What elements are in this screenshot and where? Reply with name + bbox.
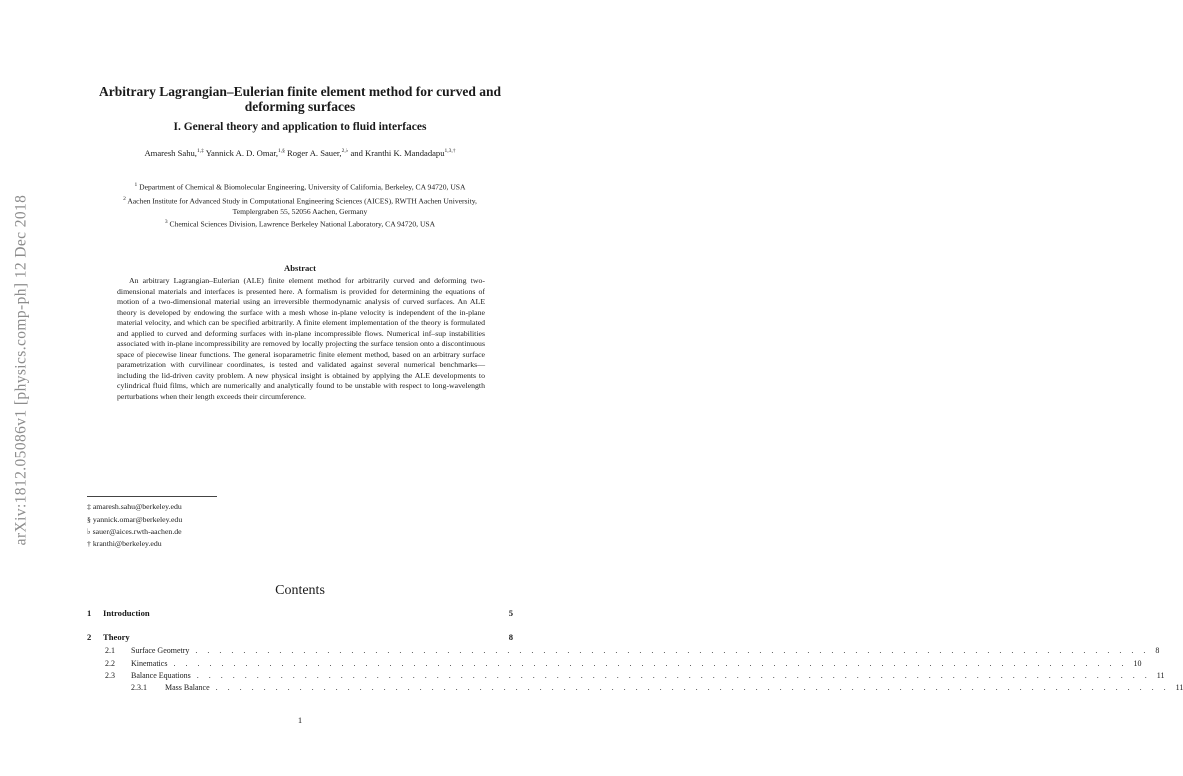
contents-heading: Contents [275,583,325,598]
footnote-email[interactable]: ♭ sauer@aices.rwth-aachen.de [87,527,182,536]
author-name: Roger A. Sauer, [287,148,342,158]
toc-entry-page: 11 [1175,683,1183,692]
affiliation [100,194,500,217]
toc-entry[interactable] [87,659,1142,668]
author-affiliation-marks: 1,‡ [196,148,204,155]
toc-entry-title: Balance Equations [131,671,191,680]
paper-title: Arbitrary Lagrangian–Eulerian finite element method for curved and deforming surfaces [98,84,502,114]
affiliation-text: Chemical Sciences Division, Lawrence Berkeley National Laboratory, CA 94720, USA [169,219,436,229]
toc-entry-page: 8 [1155,646,1160,655]
author-list [70,148,530,158]
toc-entry-number: 2.2 [105,659,115,668]
affiliation [100,217,500,230]
author-name: Kranthi K. Mandadapu [365,148,445,158]
affiliation-text: Aachen Institute for Advanced Study in Computational Engineering Sciences (AICES), RWTH Aachen University, Templergraben 55, 52056 Aachen, Germany [127,196,477,216]
toc-entry-number: 1 [87,608,92,618]
paper-subtitle: I. General theory and application to fluid interfaces [173,121,427,133]
toc-entry[interactable] [87,608,513,618]
toc-leader-dots: . . . . . . . . . . . . . . . . . . . . . . . . . . . . . . . . . . . . . . . . . . . . . . . . . . . . . . . . . . . . . . . . . . . . . . . . . . . . . . . . [195,646,1150,655]
toc-leader-dots: . . . . . . . . . . . . . . . . . . . . . . . . . . . . . . . . . . . . . . . . . . . . . . . . . . . . . . . . . . . . . . . . . . . . . . . . . . . . . . . . [215,683,1170,692]
author-affiliation-marks: 1,§ [278,148,285,155]
footnote-divider [87,496,217,497]
footnote-email[interactable]: ‡ amaresh.sahu@berkeley.edu [87,502,182,511]
author-separator: and [348,148,366,158]
toc-entry-page: 5 [508,608,513,618]
toc-leader-dots: . . . . . . . . . . . . . . . . . . . . . . . . . . . . . . . . . . . . . . . . . . . . . . . . . . . . . . . . . . . . . . . . . . . . . . . . . . . . . . . . [173,659,1128,668]
author-affiliation-marks: 2,♭ [341,148,349,155]
abstract-body: An arbitrary Lagrangian–Eulerian (ALE) finite element method for arbitrarily curved and deforming two-dimensional materials and interfaces is presented here. A formalism is provided for determining the equations of motion of a two-dimensional material using an irreversible thermodynamic analysis of curved surfaces. An ALE theory is developed by endowing the surface with a mesh whose in-plane velocity is independent of the in-plane material velocity, and which can be specified arbitrarily. A finite element implementation of the theory is formulated and applied to curved and deforming surfaces with in-plane incompressible flows. Numerical inf–sup instabilities associated with in-plane incompressibility are removed by locally projecting the surface tension onto a discontinuous space of piecewise linear functions. The general isoparametric finite element method, based on an arbitrary surface parametrization with curvilinear coordinates, is tested and validated against several numerical benchmarks—including the lid-driven cavity problem. A new physical insight is obtained by applying the ALE developments to cylindrical fluid films, which are numerically and analytically found to be unstable with respect to long-wavelength perturbations when their length exceeds their circumference. [117,276,485,401]
author-name: Yannick A. D. Omar, [205,148,278,158]
footnote-email[interactable]: † kranthi@berkeley.edu [87,539,162,548]
toc-entry-title: Theory [103,632,130,642]
page-number: 1 [297,715,303,725]
author-name: Amaresh Sahu, [144,148,197,158]
arxiv-identifier [6,140,36,600]
affiliation-mark: 1 [134,182,138,188]
toc-entry-title: Introduction [103,608,150,618]
toc-entry[interactable] [87,671,1165,680]
toc-entry-page: 8 [508,632,513,642]
toc-entry-title: Mass Balance [165,683,210,692]
toc-entry[interactable] [87,646,1160,655]
toc-leader-dots: . . . . . . . . . . . . . . . . . . . . . . . . . . . . . . . . . . . . . . . . . . . . . . . . . . . . . . . . . . . . . . . . . . . . . . . . . . . . . . . . [196,671,1151,680]
toc-entry-page: 11 [1156,671,1165,680]
toc-entry-title: Surface Geometry [131,646,190,655]
toc-entry-page: 10 [1133,659,1142,668]
arxiv-identifier-text: arXiv:1812.05086v1 [physics.comp-ph] 12 Dec 2018 [12,194,30,546]
footnote-email[interactable]: § yannick.omar@berkeley.edu [87,515,183,524]
toc-entry-number: 2.3 [105,671,115,680]
abstract-heading: Abstract [284,263,316,273]
affiliation-text: Department of Chemical & Biomolecular Engineering, University of California, Berkeley, CA 94720, USA [139,182,466,192]
toc-entry-number: 2.1 [105,646,115,655]
toc-entry-number: 2 [87,632,92,642]
toc-entry-title: Kinematics [131,659,168,668]
affiliation-mark: 2 [123,196,126,202]
toc-entry[interactable] [87,683,1183,692]
toc-entry-number: 2.3.1 [131,683,147,692]
affiliation [70,180,530,193]
affiliation-mark: 3 [164,219,168,225]
toc-entry[interactable] [87,632,513,642]
author-affiliation-marks: 1,3,† [444,148,456,155]
